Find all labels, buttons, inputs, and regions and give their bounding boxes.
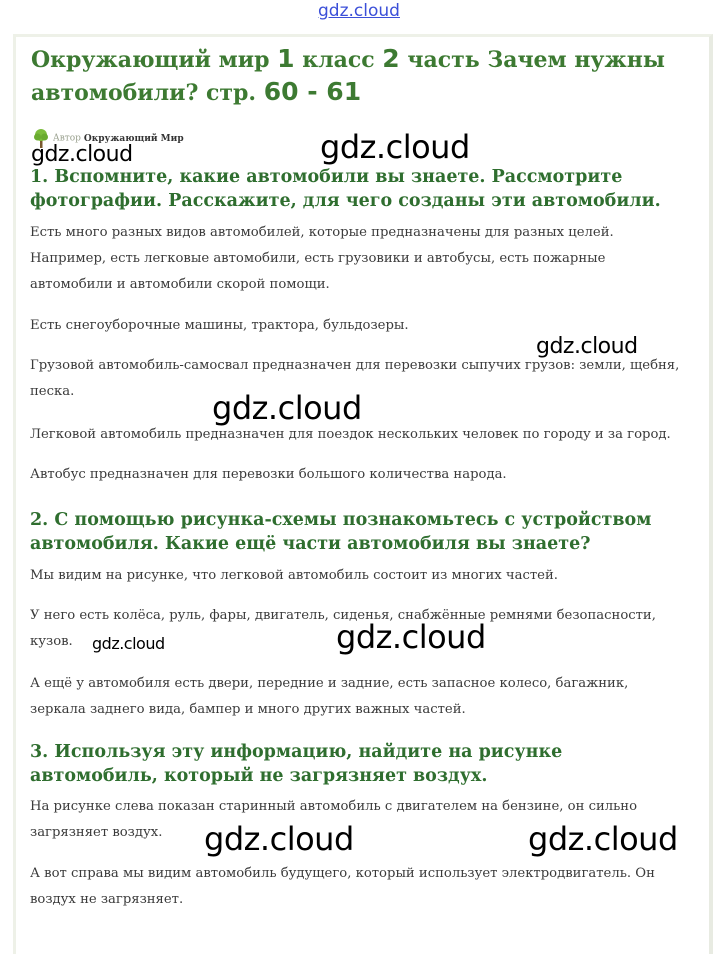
paragraph: Легковой автомобиль предназначен для поездок нескольких человек по городу и за город. [30,427,671,442]
title-part: Окружающий мир [31,47,278,73]
title-pages: 60 - 61 [263,77,362,106]
site-link[interactable]: gdz.cloud [318,1,400,21]
site-header [0,0,718,30]
title-part: класс [294,47,383,73]
paragraph: Автобус предназначен для перевозки большого количества народа. [30,467,507,482]
paragraph: А ещё у автомобиля есть двери, передние и задние, есть запасное колесо, багажник, зеркала заднего вида, бампер и много других важных частей. [30,676,629,717]
page-title [31,43,671,109]
article-card [13,34,713,954]
title-part: часть Зачем нужны автомобили? стр. [31,47,665,106]
paragraph: У него есть колёса, руль, фары, двигатель, сиденья, снабжённые ремнями безопасности, кузов. [30,608,656,649]
title-part-number: 2 [382,44,400,73]
paragraph: На рисунке слева показан старинный автомобиль с двигателем на бензине, он сильно загрязняет воздух. [30,799,638,840]
watermark: gdz.cloud [528,820,678,858]
watermark: gdz.cloud [320,128,470,166]
title-grade: 1 [277,44,295,73]
author-name[interactable]: Окружающий Мир [83,133,184,144]
section-heading: 2. С помощью рисунка-схемы познакомьтесь с устройством автомобиля. Какие ещё части автомобиля вы знаете? [30,510,652,554]
section-heading: 1. Вспомните, какие автомобили вы знаете. Рассмотрите фотографии. Расскажите, для чего созданы эти автомобили. [30,167,661,211]
author-label: Автор [52,133,81,144]
paragraph: Грузовой автомобиль-самосвал предназначен для перевозки сыпучих грузов: земли, щебня, песка. [30,358,680,399]
watermark: gdz.cloud [536,334,638,359]
watermark: gdz.cloud [92,634,165,653]
paragraph: А вот справа мы видим автомобиль будущего, который использует электродвигатель. Он воздух не загрязняет. [30,866,655,907]
watermark: gdz.cloud [31,142,133,167]
paragraph: Есть снегоуборочные машины, трактора, бульдозеры. [30,318,409,333]
watermark: gdz.cloud [336,618,486,656]
paragraph: Мы видим на рисунке, что легковой автомобиль состоит из многих частей. [30,568,558,583]
section-heading: 3. Используя эту информацию, найдите на рисунке автомобиль, который не загрязняет воздух. [30,742,563,786]
watermark: gdz.cloud [204,820,354,858]
watermark: gdz.cloud [212,389,362,427]
paragraph: Есть много разных видов автомобилей, которые предназначены для разных целей. Например, есть легковые автомобили, есть грузовики и автобусы, есть пожарные автомобили и автомобили скорой помощи. [30,225,614,292]
